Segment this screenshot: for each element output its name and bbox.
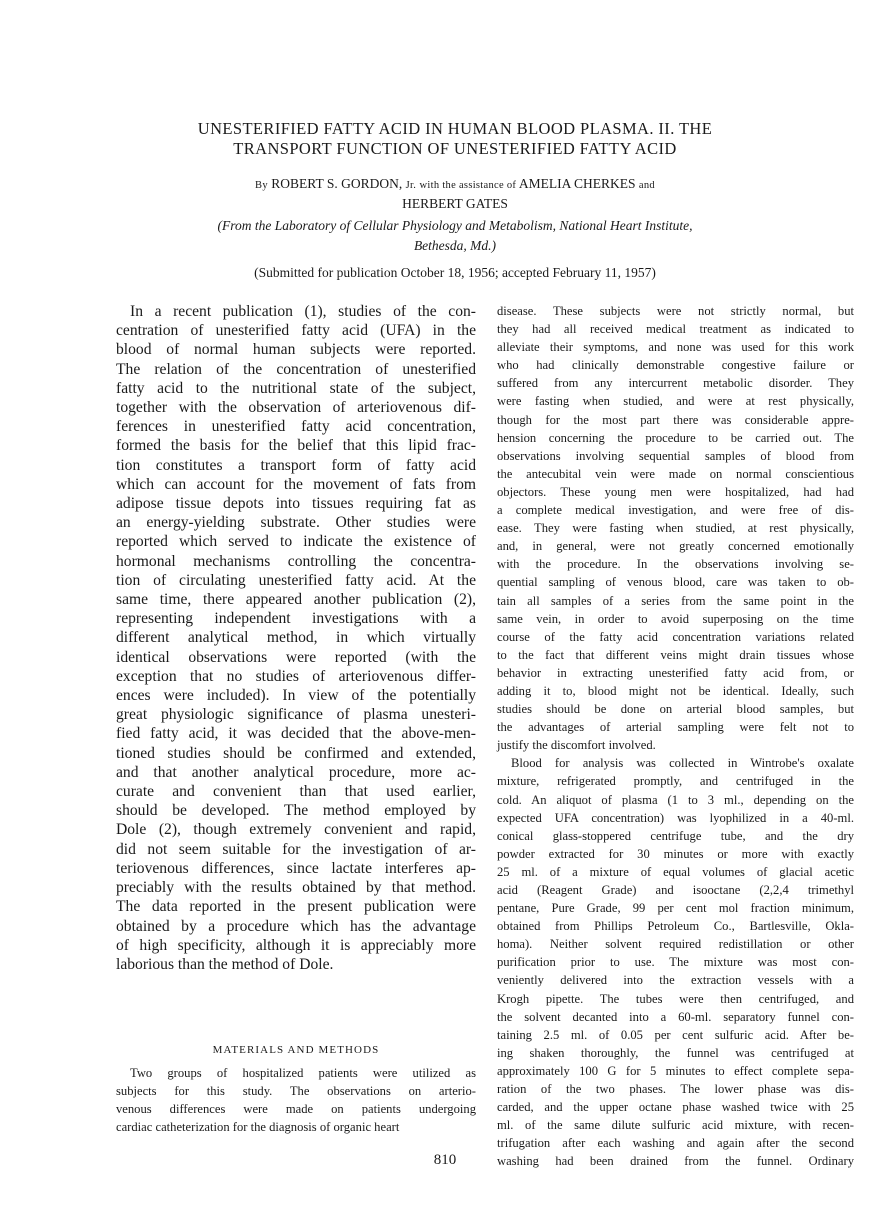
text-line: tion of circulating unesterified fatty acid. At the [116, 571, 476, 589]
text-line: centration of unesterified fatty acid (UFA) in the [116, 322, 476, 340]
text-line: disease. These subjects were not strictly normal, but [497, 304, 854, 318]
text-line: same time, there appeared another publication (2), [116, 591, 476, 609]
text-line: preciably with the results obtained by that method. [116, 879, 476, 897]
text-line: course of the fatty acid concentration variations related [497, 629, 854, 644]
affiliation-line: Bethesda, Md.) [413, 238, 497, 253]
text-line: behavior in extracting unesterified fatty acid from, or [497, 665, 854, 680]
text-line: suffered from any intercurrent metabolic disorder. They [497, 376, 854, 391]
author-line [140, 175, 770, 213]
text-line: 25 ml. of a mixture of equal volumes of glacial acetic [497, 864, 854, 879]
text-line: a complete medical investigation, and were free of dis- [497, 503, 854, 518]
author-name: HERBERT GATES [402, 196, 508, 211]
text-line: together with the observation of arteriovenous dif- [116, 399, 476, 417]
text-line: to the fact that different veins might drain tissues whose [497, 647, 854, 662]
text-line: of high specificity, although it is appreciably more [116, 936, 476, 954]
text-line: laborious than the method of Dole. [116, 955, 334, 973]
text-line: objectors. These young men were hospitalized, had had [497, 484, 854, 499]
text-line: acid (Reagent Grade) and isooctane (2,2,4 trimethyl [497, 883, 854, 897]
title-line: TRANSPORT FUNCTION OF UNESTERIFIED FATTY ACID [233, 139, 677, 158]
text-line: though for the most part there was considerable appre- [497, 412, 854, 427]
text-line: venous differences were made on patients undergoing [116, 1102, 476, 1116]
text-line: ease. They were fasting when studied, at rest physically, [497, 521, 854, 536]
text-line: should be developed. The method employed by [116, 802, 476, 820]
and-label: and [638, 180, 655, 191]
text-line: fatty acid to the nutritional state of the subject, [116, 379, 476, 397]
text-line: cold. An aliquot of plasma (1 to 3 ml., depending on the [497, 792, 854, 807]
text-line: they had all received medical treatment as indicated to [497, 322, 854, 337]
text-line: blood of normal human subjects were reported. [116, 341, 476, 359]
text-line: mixture, refrigerated promptly, and centrifuged in the [497, 774, 854, 789]
text-line: Blood for analysis was collected in Wintrobe's oxalate [511, 756, 854, 771]
text-line: the solvent decanted into a 60-ml. separatory funnel con- [497, 1009, 854, 1024]
text-line: ration of the two phases. The lower phase was dis- [497, 1082, 854, 1097]
text-line: same vein, in order to avoid superposing on the time [497, 611, 854, 626]
text-line: ferences in unesterified fatty acid concentration, [116, 418, 476, 436]
text-line: tioned studies should be confirmed and extended, [116, 744, 476, 762]
text-line: representing independent investigations with a [116, 610, 476, 628]
text-line: curate and convenient than that used earlier, [116, 783, 476, 801]
text-line: who had clinically demonstrable congestive failure or [497, 358, 854, 373]
text-line: veniently delivered into the extraction vessels with a [497, 973, 854, 988]
by-label: By [255, 180, 268, 191]
text-line: Two groups of hospitalized patients were utilized as [130, 1066, 476, 1080]
text-line: Krogh pipette. The tubes were then centrifuged, and [497, 991, 854, 1006]
article-title [140, 119, 770, 159]
text-line: Dole (2), though extremely convenient and rapid, [116, 821, 476, 839]
text-line: with the procedure. In the observations involving se- [497, 557, 854, 572]
text-line: teriovenous differences, since lactate interferes ap- [116, 859, 476, 877]
text-line: The relation of the concentration of unesterified [116, 360, 476, 378]
page-number: 810 [433, 1152, 457, 1168]
text-line: quential sampling of venous blood, care was taken to ob- [497, 575, 854, 590]
text-line: the antecubital vein were made on normal conscientious [497, 466, 854, 481]
text-line: taining 2.5 ml. of 0.05 per cent sulfuric acid. After be- [497, 1027, 854, 1042]
text-line: were fasting when studied, and were at rest physically, [497, 394, 854, 409]
text-line: justify the discomfort involved. [497, 738, 656, 753]
text-line: ing shaken thoroughly, the funnel was centrifuged at [497, 1045, 854, 1060]
text-line: an energy-yielding substrate. Other studies were [116, 514, 476, 532]
text-line: homa). Neither solvent required redistillation or other [497, 937, 854, 952]
text-line: purification prior to use. The mixture was most con- [497, 955, 854, 970]
text-line: hormonal mechanisms controlling the concentra- [116, 552, 476, 570]
text-line: ences were included). In view of the potentially [116, 687, 476, 705]
affiliation [140, 216, 770, 256]
text-line: tion constitutes a transport form of fatty acid [116, 456, 476, 474]
text-line: exception that no studies of arteriovenous differ- [116, 667, 476, 685]
text-line: hension concerning the procedure to be carried out. The [497, 430, 854, 445]
assistance-label: with the assistance of [419, 180, 517, 191]
section-heading: MATERIALS AND METHODS [212, 1044, 380, 1056]
text-line: In a recent publication (1), studies of the con- [130, 303, 476, 320]
author-name: AMELIA CHERKES [518, 176, 636, 191]
text-line: conical glass-stoppered centrifuge tube, and the dry [497, 828, 854, 843]
text-line: obtained from Phillips Petroleum Co., Bartlesville, Okla- [497, 919, 854, 934]
text-line: different analytical method, in which virtually [116, 629, 476, 647]
text-line: pentane, Pure Grade, 99 per cent mol fraction minimum, [497, 901, 854, 916]
author-name: ROBERT S. GORDON, [271, 176, 403, 191]
text-line: observations involving sequential samples of blood from [497, 448, 854, 463]
text-line: subjects for this study. The observations on arterio- [116, 1084, 476, 1098]
submission-dates: (Submitted for publication October 18, 1956; accepted February 11, 1957) [254, 265, 656, 280]
text-line: alleviate their symptoms, and none was used for this work [497, 340, 854, 355]
text-line: identical observations were reported (with the [116, 648, 476, 666]
left-column-methods-text [116, 1064, 476, 1136]
affiliation-line: (From the Laboratory of Cellular Physiology and Metabolism, National Heart Institute, [217, 218, 693, 233]
text-line: cardiac catheterization for the diagnosis of organic heart [116, 1120, 400, 1134]
text-line: approximately 100 G for 5 minutes to effect complete sepa- [497, 1063, 854, 1078]
text-line: great physiologic significance of plasma unesteri- [116, 706, 476, 724]
right-column-text [497, 302, 854, 1171]
text-line: trifugation after each washing and again after the second [497, 1136, 854, 1151]
text-line: reported which served to indicate the existence of [116, 533, 476, 551]
text-line: adipose tissue depots into tissues requiring fat as [116, 495, 476, 513]
text-line: obtained by a procedure which has the advantage [116, 917, 476, 935]
text-line: tain all samples of a series from the same point in the [497, 593, 854, 608]
text-line: carded, and the upper octane phase washed twice with 25 [497, 1100, 854, 1115]
text-line: fied fatty acid, it was decided that the above-men- [116, 725, 476, 743]
text-line: the advantages of arterial sampling were felt not to [497, 720, 854, 735]
title-line: UNESTERIFIED FATTY ACID IN HUMAN BLOOD PLASMA. II. THE [197, 119, 713, 138]
text-line: and that another analytical procedure, more ac- [116, 763, 476, 781]
author-suffix: Jr. [405, 180, 417, 191]
text-line: studies should be done on arterial blood samples, but [497, 702, 854, 717]
text-line: washing had been drained from the funnel. Ordinary [497, 1154, 854, 1169]
text-line: formed the basis for the belief that this lipid frac- [116, 437, 476, 455]
text-line: and, in general, were not greatly concerned emotionally [497, 539, 854, 554]
text-line: adding it to, blood might not be identical. Ideally, such [497, 683, 854, 698]
text-line: ml. of the same dilute sulfuric acid mixture, with recen- [497, 1118, 854, 1133]
text-line: expected UFA concentration) was lyophilized in a 40-ml. [497, 810, 854, 825]
left-column-text [116, 302, 476, 974]
text-line: did not seem suitable for the investigation of ar- [116, 840, 476, 858]
text-line: which can account for the movement of fats from [116, 475, 476, 493]
text-line: powder extracted for 30 minutes or more with exactly [497, 846, 854, 861]
text-line: The data reported in the present publication were [116, 898, 476, 916]
